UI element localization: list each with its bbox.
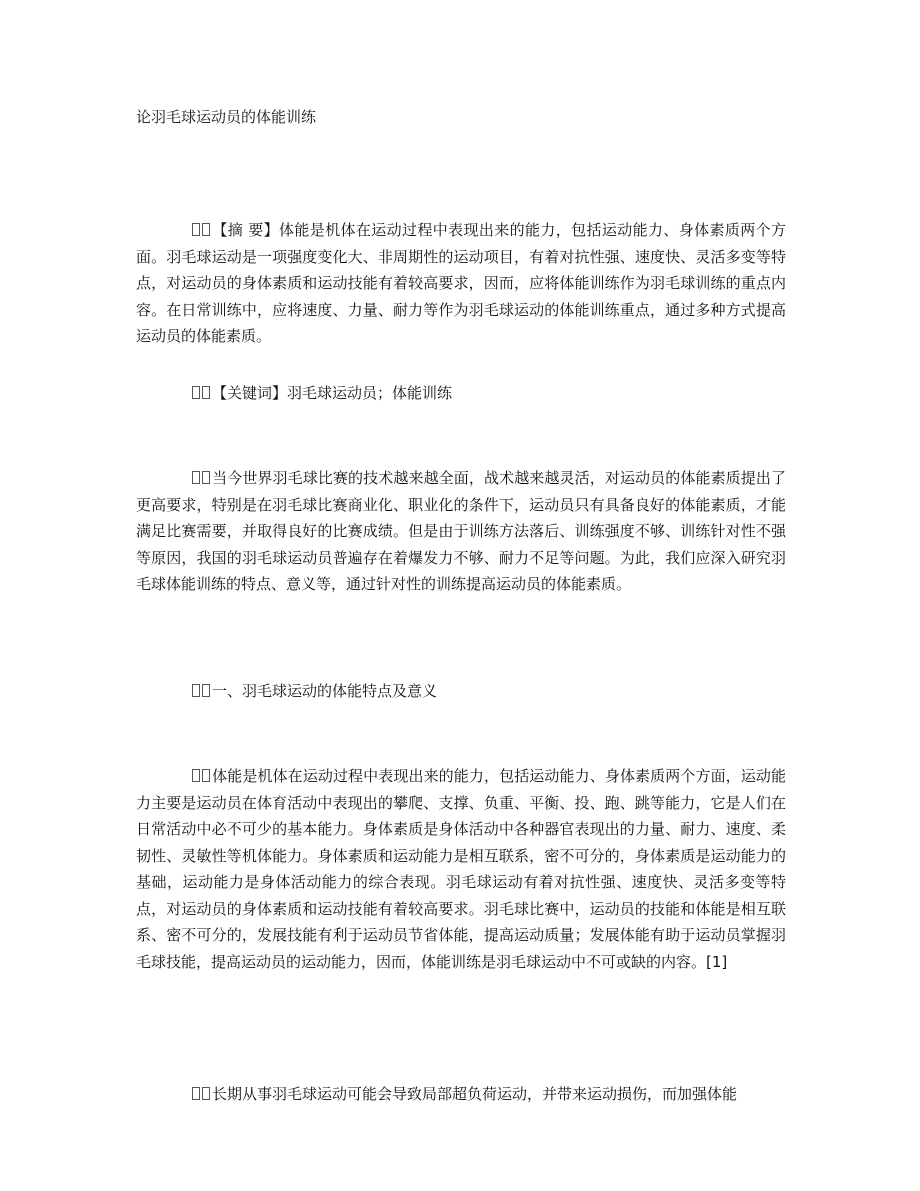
document-title: 论羽毛球运动员的体能训练 bbox=[136, 108, 317, 126]
missing-glyph-icon bbox=[202, 684, 210, 697]
missing-glyph-icon bbox=[192, 223, 200, 236]
body-paragraph-text: 体能是机体在运动过程中表现出来的能力，包括运动能力、身体素质两个方面，运动能力主要是运动员在体育活动中表现出的攀爬、支撑、负重、平衡、投、跑、跳等能力，它是人们在日常活动中必不可少的基本能力。身体素质是身体活动中各种器官表现出的力量、耐力、速度、柔韧性、灵敏性等机体能力。身体素质和运动能力是相互联系，密不可分的，身体素质是运动能力的基础，运动能力是身体活动能力的综合表现。羽毛球运动有着对抗性强、速度快、灵活多变等特点，对运动员的身体素质和运动技能有着较高要求。羽毛球比赛中，运动员的技能和体能是相互联系、密不可分的，发展技能有利于运动员节省体能，提高运动质量；发展体能有助于运动员掌握羽毛球技能，提高运动员的运动能力，因而，体能训练是羽毛球运动中不可或缺的内容。[1] bbox=[136, 767, 786, 971]
section-heading-text: 一、羽毛球运动的体能特点及意义 bbox=[212, 682, 438, 700]
missing-glyph-icon bbox=[202, 471, 210, 484]
keywords-paragraph bbox=[136, 380, 786, 407]
keywords-text: 【关键词】羽毛球运动员；体能训练 bbox=[212, 384, 453, 402]
missing-glyph-icon bbox=[202, 1087, 210, 1100]
abstract-paragraph bbox=[136, 217, 786, 350]
abstract-text: 【摘 要】体能是机体在运动过程中表现出来的能力，包括运动能力、身体素质两个方面。羽毛球运动是一项强度变化大、非周期性的运动项目，有着对抗性强、速度快、灵活多变等特点，对运动员的身体素质和运动技能有着较高要求，因而，应将体能训练作为羽毛球训练的重点内容。在日常训练中，应将速度、力量、耐力等作为羽毛球运动的体能训练重点，通过多种方式提高运动员的体能素质。 bbox=[136, 221, 786, 345]
missing-glyph-icon bbox=[202, 386, 210, 399]
missing-glyph-icon bbox=[202, 769, 210, 782]
missing-glyph-icon bbox=[192, 386, 200, 399]
body-paragraph bbox=[136, 763, 786, 975]
intro-text: 当今世界羽毛球比赛的技术越来越全面，战术越来越灵活，对运动员的体能素质提出了更高要求，特别是在羽毛球比赛商业化、职业化的条件下，运动员只有具备良好的体能素质，才能满足比赛需要，并取得良好的比赛成绩。但是由于训练方法落后、训练强度不够、训练针对性不强等原因，我国的羽毛球运动员普遍存在着爆发力不够、耐力不足等问题。为此，我们应深入研究羽毛球体能训练的特点、意义等，通过针对性的训练提高运动员的体能素质。 bbox=[136, 469, 786, 593]
missing-glyph-icon bbox=[192, 471, 200, 484]
intro-paragraph bbox=[136, 465, 786, 598]
missing-glyph-icon bbox=[192, 769, 200, 782]
missing-glyph-icon bbox=[192, 684, 200, 697]
missing-glyph-icon bbox=[202, 223, 210, 236]
missing-glyph-icon bbox=[192, 1087, 200, 1100]
body-paragraph bbox=[136, 1081, 786, 1111]
section-heading bbox=[136, 678, 786, 705]
body-paragraph-text: 长期从事羽毛球运动可能会导致局部超负荷运动，并带来运动损伤，而加强体能 bbox=[212, 1085, 738, 1103]
